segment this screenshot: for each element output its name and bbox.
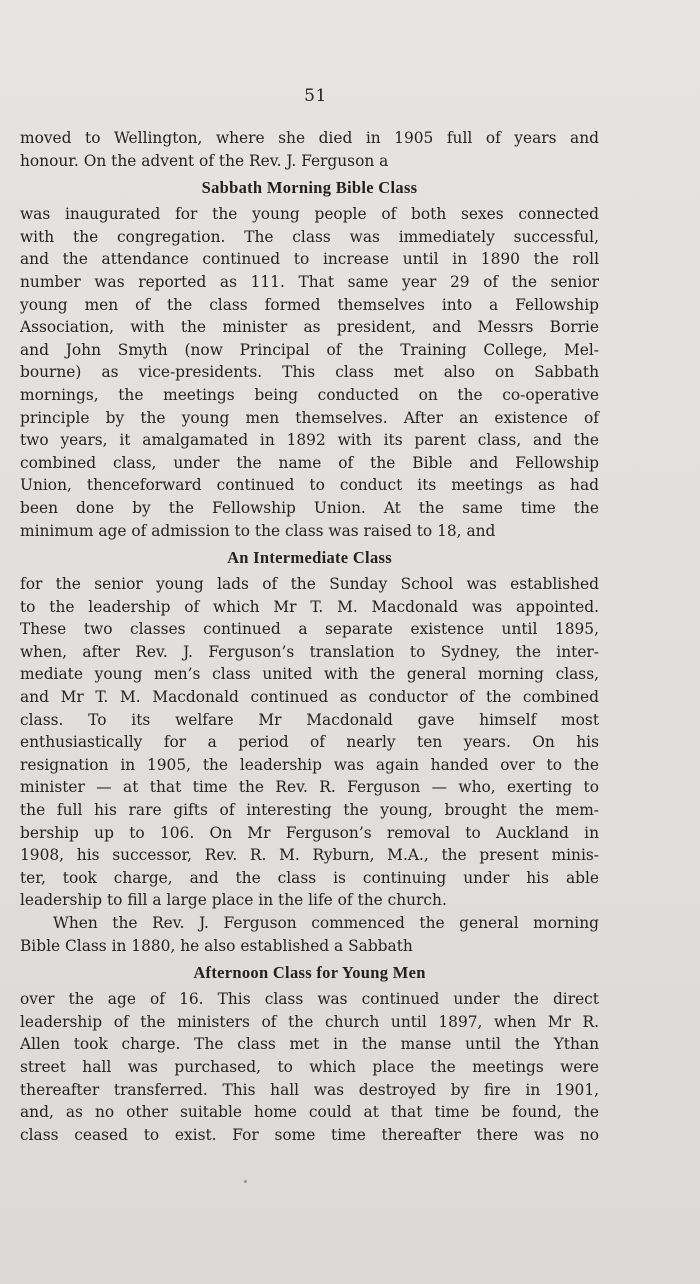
text-line: to the leadership of which Mr T. M. Macdonald was appointed. [20, 597, 599, 616]
text-line: and, as no other suitable home could at that time be found, the [20, 1103, 599, 1122]
text-line: Allen took charge. The class met in the manse until the Ythan [20, 1035, 599, 1054]
text-line: leadership of the ministers of the church until 1897, when Mr R. [20, 1012, 599, 1031]
text-line: when, after Rev. J. Ferguson’s translation to Sydney, the inter- [20, 642, 599, 661]
text-line: 1908, his successor, Rev. R. M. Ryburn, M.A., the present minis- [20, 846, 599, 865]
text-line: mornings, the meetings being conducted on the co-operative [20, 385, 599, 404]
text-line: bership up to 106. On Mr Ferguson’s removal to Auckland in [20, 823, 599, 842]
text-line: two years, it amalgamated in 1892 with its parent class, and the [20, 431, 599, 450]
paper-speck [244, 1180, 247, 1183]
text-line: minister — at that time the Rev. R. Ferguson — who, exerting to [20, 778, 599, 797]
text-line: street hall was purchased, to which place the meetings were [20, 1057, 599, 1076]
text-line: honour. On the advent of the Rev. J. Ferguson a [20, 151, 389, 170]
text-line: ter, took charge, and the class is continuing under his able [20, 868, 599, 887]
text-line: thereafter transferred. This hall was destroyed by fire in 1901, [20, 1080, 599, 1099]
text-line: moved to Wellington, where she died in 1905 full of years and [20, 129, 599, 147]
text-line: and John Smyth (now Principal of the Training College, Mel- [20, 340, 599, 359]
section-heading: An Intermediate Class [227, 548, 392, 568]
text-line: number was reported as 111. That same year 29 of the senior [20, 272, 599, 291]
text-line: class. To its welfare Mr Macdonald gave himself most [20, 710, 599, 729]
text-line: leadership to fill a large place in the life of the church. [20, 891, 447, 910]
text-line: young men of the class formed themselves into a Fellowship [20, 295, 599, 314]
body-text [20, 127, 599, 1146]
text-line: combined class, under the name of the Bible and Fellowship [20, 453, 599, 472]
text-line: and the attendance continued to increase until in 1890 the roll [20, 250, 599, 269]
section-heading: Sabbath Morning Bible Class [201, 178, 418, 198]
text-line: mediate young men’s class united with the general morning class, [20, 665, 599, 684]
text-line: class ceased to exist. For some time thereafter there was no [20, 1125, 599, 1144]
text-line: These two classes continued a separate existence until 1895, [20, 620, 599, 639]
text-line: with the congregation. The class was immediately successful, [20, 227, 599, 246]
text-line: minimum age of admission to the class was raised to 18, and [20, 521, 496, 540]
text-line: resignation in 1905, the leadership was again handed over to the [20, 755, 599, 774]
text-line: Bible Class in 1880, he also established a Sabbath [20, 936, 413, 955]
text-line: Union, thenceforward continued to conduct its meetings as had [20, 476, 599, 495]
text-line: over the age of 16. This class was continued under the direct [20, 990, 599, 1009]
text-line: and Mr T. M. Macdonald continued as conductor of the combined [20, 688, 599, 707]
text-line: been done by the Fellowship Union. At the same time the [20, 498, 599, 517]
text-line: Association, with the minister as president, and Messrs Borrie [20, 318, 599, 337]
text-line: for the senior young lads of the Sunday School was established [20, 575, 599, 594]
section-heading: Afternoon Class for Young Men [193, 963, 426, 983]
text-line: the full his rare gifts of interesting the young, brought the mem- [20, 801, 599, 820]
text-line: enthusiastically for a period of nearly ten years. On his [20, 733, 599, 752]
text-line: was inaugurated for the young people of both sexes connected [20, 205, 599, 224]
page-number: 51 [304, 86, 327, 106]
text-line: principle by the young men themselves. After an existence of [20, 408, 599, 427]
text-line: When the Rev. J. Ferguson commenced the general morning [53, 914, 599, 932]
text-line: bourne) as vice-presidents. This class met also on Sabbath [20, 363, 599, 382]
